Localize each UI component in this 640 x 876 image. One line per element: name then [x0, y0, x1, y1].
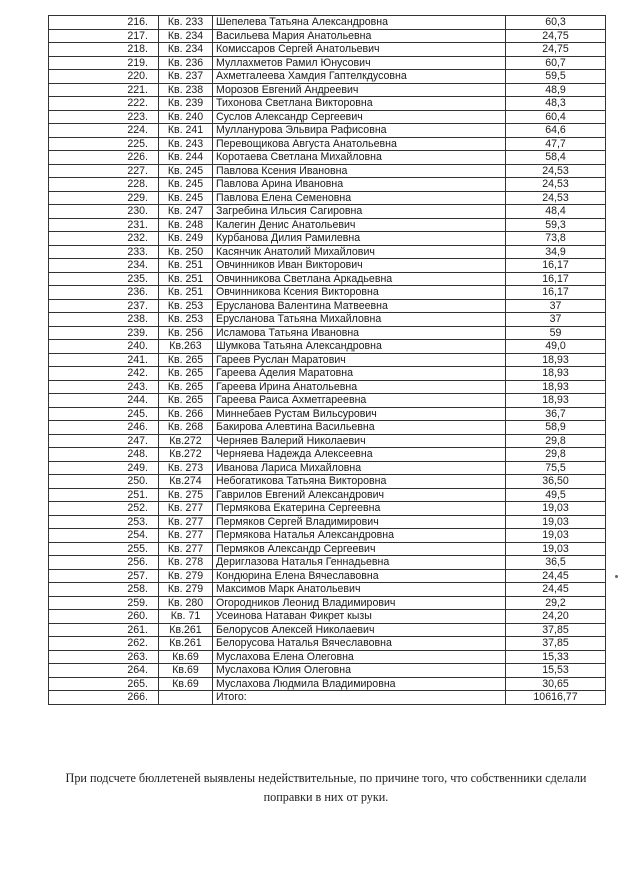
table-row	[49, 488, 606, 502]
row-number: 233.	[49, 245, 159, 259]
table-row	[49, 691, 606, 705]
table-row	[49, 596, 606, 610]
owner-name-cell: Шепелева Татьяна Александровна	[213, 16, 506, 30]
row-number: 263.	[49, 650, 159, 664]
row-number: 244.	[49, 394, 159, 408]
row-number: 230.	[49, 205, 159, 219]
area-cell: 75,5	[506, 461, 606, 475]
owner-name-cell: Миннебаев Рустам Вильсурович	[213, 407, 506, 421]
area-cell: 24,45	[506, 583, 606, 597]
owner-name-cell: Овчинников Иван Викторович	[213, 259, 506, 273]
owner-name-cell: Исламова Татьяна Ивановна	[213, 326, 506, 340]
table-row	[49, 623, 606, 637]
table-row	[49, 272, 606, 286]
apartment-cell: Кв. 277	[159, 502, 213, 516]
row-number: 231.	[49, 218, 159, 232]
area-cell: 36,5	[506, 556, 606, 570]
apartment-cell: Кв. 265	[159, 367, 213, 381]
area-cell: 18,93	[506, 367, 606, 381]
row-number: 245.	[49, 407, 159, 421]
area-cell: 18,93	[506, 380, 606, 394]
row-number: 265.	[49, 677, 159, 691]
area-cell: 30,65	[506, 677, 606, 691]
apartment-cell: Кв. 239	[159, 97, 213, 111]
table-row	[49, 340, 606, 354]
row-number: 219.	[49, 56, 159, 70]
row-number: 257.	[49, 569, 159, 583]
row-number: 243.	[49, 380, 159, 394]
apartment-cell: Кв.261	[159, 623, 213, 637]
table-row	[49, 83, 606, 97]
apartment-cell: Кв. 245	[159, 191, 213, 205]
area-cell: 48,4	[506, 205, 606, 219]
apartment-cell: Кв. 253	[159, 299, 213, 313]
owner-name-cell: Черняева Надежда Алексеевна	[213, 448, 506, 462]
owner-name-cell: Дериглазова Наталья Геннадьевна	[213, 556, 506, 570]
area-cell: 49,0	[506, 340, 606, 354]
owner-name-cell: Павлова Ксения Ивановна	[213, 164, 506, 178]
row-number: 260.	[49, 610, 159, 624]
owner-name-cell: Гареева Аделия Маратовна	[213, 367, 506, 381]
area-cell: 58,9	[506, 421, 606, 435]
table-row	[49, 191, 606, 205]
area-cell: 59,3	[506, 218, 606, 232]
apartment-cell: Кв. 251	[159, 259, 213, 273]
table-row	[49, 434, 606, 448]
area-cell: 18,93	[506, 353, 606, 367]
row-number: 232.	[49, 232, 159, 246]
owner-name-cell: Бакирова Алевтина Васильевна	[213, 421, 506, 435]
table-row	[49, 610, 606, 624]
apartment-cell: Кв. 277	[159, 542, 213, 556]
row-number: 228.	[49, 178, 159, 192]
owner-name-cell: Ахметгалеева Хамдия Гаптелкдусовна	[213, 70, 506, 84]
area-cell: 29,8	[506, 434, 606, 448]
owner-name-cell: Павлова Арина Ивановна	[213, 178, 506, 192]
apartment-cell: Кв. 248	[159, 218, 213, 232]
owner-name-cell: Гаврилов Евгений Александрович	[213, 488, 506, 502]
owners-table-body	[49, 16, 606, 705]
apartment-cell: Кв. 273	[159, 461, 213, 475]
area-cell: 64,6	[506, 124, 606, 138]
row-number: 238.	[49, 313, 159, 327]
table-row	[49, 70, 606, 84]
apartment-cell: Кв. 268	[159, 421, 213, 435]
footnote: При подсчете бюллетеней выявлены недействительные, по причине того, что собственники сделали поправки в них от руки.	[65, 771, 587, 804]
row-number: 235.	[49, 272, 159, 286]
area-cell: 19,03	[506, 515, 606, 529]
area-cell: 24,53	[506, 191, 606, 205]
apartment-cell: Кв. 237	[159, 70, 213, 84]
apartment-cell: Кв. 241	[159, 124, 213, 138]
owner-name-cell: Небогатикова Татьяна Викторовна	[213, 475, 506, 489]
area-cell: 24,45	[506, 569, 606, 583]
owner-name-cell: Кондюрина Елена Вячеславовна	[213, 569, 506, 583]
apartment-cell: Кв. 234	[159, 43, 213, 57]
apartment-cell: Кв. 247	[159, 205, 213, 219]
table-row	[49, 542, 606, 556]
owner-name-cell: Васильева Мария Анатольевна	[213, 29, 506, 43]
row-number: 249.	[49, 461, 159, 475]
owner-name-cell: Курбанова Дилия Рамилевна	[213, 232, 506, 246]
apartment-cell: Кв.263	[159, 340, 213, 354]
row-number: 251.	[49, 488, 159, 502]
apartment-cell: Кв. 251	[159, 272, 213, 286]
apartment-cell: Кв. 244	[159, 151, 213, 165]
area-cell: 19,03	[506, 502, 606, 516]
owner-name-cell: Итого:	[213, 691, 506, 705]
table-row	[49, 502, 606, 516]
area-cell: 29,8	[506, 448, 606, 462]
apartment-cell: Кв.274	[159, 475, 213, 489]
area-cell: 48,3	[506, 97, 606, 111]
row-number: 242.	[49, 367, 159, 381]
area-cell: 15,33	[506, 650, 606, 664]
row-number: 241.	[49, 353, 159, 367]
row-number: 256.	[49, 556, 159, 570]
owner-name-cell: Пермяков Сергей Владимирович	[213, 515, 506, 529]
owner-name-cell: Пермяков Александр Сергеевич	[213, 542, 506, 556]
apartment-cell: Кв. 253	[159, 313, 213, 327]
owner-name-cell: Муслахова Людмила Владимировна	[213, 677, 506, 691]
area-cell: 73,8	[506, 232, 606, 246]
table-row	[49, 677, 606, 691]
apartment-cell: Кв.69	[159, 664, 213, 678]
table-row	[49, 259, 606, 273]
row-number: 217.	[49, 29, 159, 43]
owner-name-cell: Шумкова Татьяна Александровна	[213, 340, 506, 354]
table-row	[49, 380, 606, 394]
table-row	[49, 16, 606, 30]
apartment-cell: Кв. 238	[159, 83, 213, 97]
row-number: 240.	[49, 340, 159, 354]
owner-name-cell: Усеинова Натаван Фикрет кызы	[213, 610, 506, 624]
area-cell: 18,93	[506, 394, 606, 408]
row-number: 261.	[49, 623, 159, 637]
area-cell: 16,17	[506, 272, 606, 286]
table-row	[49, 151, 606, 165]
table-row	[49, 164, 606, 178]
table-row	[49, 313, 606, 327]
owner-name-cell: Мулланурова Эльвира Рафисовна	[213, 124, 506, 138]
area-cell: 16,17	[506, 286, 606, 300]
apartment-cell: Кв. 277	[159, 515, 213, 529]
apartment-cell: Кв. 234	[159, 29, 213, 43]
area-cell: 15,53	[506, 664, 606, 678]
row-number: 252.	[49, 502, 159, 516]
table-row	[49, 124, 606, 138]
owner-name-cell: Черняев Валерий Николаевич	[213, 434, 506, 448]
row-number: 216.	[49, 16, 159, 30]
area-cell: 37,85	[506, 623, 606, 637]
table-row	[49, 245, 606, 259]
table-row	[49, 569, 606, 583]
owner-name-cell: Муслахова Юлия Олеговна	[213, 664, 506, 678]
area-cell: 47,7	[506, 137, 606, 151]
apartment-cell: Кв. 233	[159, 16, 213, 30]
table-row	[49, 110, 606, 124]
row-number: 223.	[49, 110, 159, 124]
apartment-cell: Кв. 280	[159, 596, 213, 610]
row-number: 227.	[49, 164, 159, 178]
owner-name-cell: Загребина Ильсия Сагировна	[213, 205, 506, 219]
apartment-cell: Кв. 71	[159, 610, 213, 624]
apartment-cell: Кв.272	[159, 448, 213, 462]
owner-name-cell: Морозов Евгений Андреевич	[213, 83, 506, 97]
table-row	[49, 650, 606, 664]
apartment-cell: Кв. 266	[159, 407, 213, 421]
owner-name-cell: Коротаева Светлана Михайловна	[213, 151, 506, 165]
area-cell: 24,75	[506, 43, 606, 57]
apartment-cell: Кв. 256	[159, 326, 213, 340]
area-cell: 60,4	[506, 110, 606, 124]
area-cell: 24,53	[506, 164, 606, 178]
apartment-cell: Кв. 275	[159, 488, 213, 502]
owner-name-cell: Овчинникова Ксения Викторовна	[213, 286, 506, 300]
area-cell: 34,9	[506, 245, 606, 259]
owner-name-cell: Гареева Раиса Ахметгареевна	[213, 394, 506, 408]
owner-name-cell: Пермякова Екатерина Сергеевна	[213, 502, 506, 516]
owner-name-cell: Огородников Леонид Владимирович	[213, 596, 506, 610]
owner-name-cell: Гареева Ирина Анатольевна	[213, 380, 506, 394]
table-row	[49, 637, 606, 651]
table-row	[49, 299, 606, 313]
apartment-cell: Кв. 265	[159, 353, 213, 367]
area-cell: 29,2	[506, 596, 606, 610]
table-row	[49, 353, 606, 367]
area-cell: 16,17	[506, 259, 606, 273]
area-cell: 36,7	[506, 407, 606, 421]
area-cell: 60,3	[506, 16, 606, 30]
apartment-cell: Кв.69	[159, 677, 213, 691]
table-row	[49, 367, 606, 381]
row-number: 229.	[49, 191, 159, 205]
owner-name-cell: Тихонова Светлана Викторовна	[213, 97, 506, 111]
table-row	[49, 475, 606, 489]
owner-name-cell: Калегин Денис Анатольевич	[213, 218, 506, 232]
row-number: 250.	[49, 475, 159, 489]
apartment-cell: Кв. 249	[159, 232, 213, 246]
apartment-cell: Кв.261	[159, 637, 213, 651]
area-cell: 37,85	[506, 637, 606, 651]
table-row	[49, 43, 606, 57]
row-number: 218.	[49, 43, 159, 57]
apartment-cell: Кв. 250	[159, 245, 213, 259]
table-row	[49, 394, 606, 408]
table-row	[49, 515, 606, 529]
owner-name-cell: Перевощикова Августа Анатольевна	[213, 137, 506, 151]
apartment-cell: Кв.69	[159, 650, 213, 664]
row-number: 222.	[49, 97, 159, 111]
apartment-cell: Кв. 251	[159, 286, 213, 300]
row-number: 221.	[49, 83, 159, 97]
area-cell: 58,4	[506, 151, 606, 165]
table-row	[49, 556, 606, 570]
table-row	[49, 232, 606, 246]
scan-speck	[615, 575, 618, 578]
area-cell: 24,53	[506, 178, 606, 192]
row-number: 247.	[49, 434, 159, 448]
row-number: 259.	[49, 596, 159, 610]
owner-name-cell: Белорусов Алексей Николаевич	[213, 623, 506, 637]
table-row	[49, 178, 606, 192]
area-cell: 59,5	[506, 70, 606, 84]
row-number: 262.	[49, 637, 159, 651]
table-row	[49, 218, 606, 232]
owner-name-cell: Муслахова Елена Олеговна	[213, 650, 506, 664]
table-row	[49, 29, 606, 43]
table-row	[49, 286, 606, 300]
owner-name-cell: Павлова Елена Семеновна	[213, 191, 506, 205]
row-number: 254.	[49, 529, 159, 543]
row-number: 253.	[49, 515, 159, 529]
table-row	[49, 205, 606, 219]
owner-name-cell: Комиссаров Сергей Анатольевич	[213, 43, 506, 57]
row-number: 224.	[49, 124, 159, 138]
apartment-cell	[159, 691, 213, 705]
table-row	[49, 421, 606, 435]
area-cell: 37	[506, 299, 606, 313]
area-cell: 48,9	[506, 83, 606, 97]
apartment-cell: Кв. 240	[159, 110, 213, 124]
area-cell: 24,20	[506, 610, 606, 624]
table-row	[49, 407, 606, 421]
apartment-cell: Кв. 277	[159, 529, 213, 543]
row-number: 258.	[49, 583, 159, 597]
row-number: 226.	[49, 151, 159, 165]
table-row	[49, 461, 606, 475]
owner-name-cell: Иванова Лариса Михайловна	[213, 461, 506, 475]
area-cell: 19,03	[506, 542, 606, 556]
table-row	[49, 664, 606, 678]
apartment-cell: Кв. 279	[159, 569, 213, 583]
apartment-cell: Кв. 243	[159, 137, 213, 151]
row-number: 266.	[49, 691, 159, 705]
row-number: 255.	[49, 542, 159, 556]
owner-name-cell: Ерусланова Валентина Матвеевна	[213, 299, 506, 313]
apartment-cell: Кв. 278	[159, 556, 213, 570]
owner-name-cell: Пермякова Наталья Александровна	[213, 529, 506, 543]
row-number: 234.	[49, 259, 159, 273]
owner-name-cell: Максимов Марк Анатольевич	[213, 583, 506, 597]
row-number: 248.	[49, 448, 159, 462]
owner-name-cell: Ерусланова Татьяна Михайловна	[213, 313, 506, 327]
table-row	[49, 137, 606, 151]
area-cell: 36,50	[506, 475, 606, 489]
area-cell: 59	[506, 326, 606, 340]
row-number: 236.	[49, 286, 159, 300]
table-row	[49, 326, 606, 340]
owners-table	[48, 15, 606, 705]
table-row	[49, 56, 606, 70]
apartment-cell: Кв. 279	[159, 583, 213, 597]
row-number: 237.	[49, 299, 159, 313]
table-row	[49, 529, 606, 543]
owner-name-cell: Белорусова Наталья Вячеславовна	[213, 637, 506, 651]
apartment-cell: Кв. 245	[159, 178, 213, 192]
row-number: 225.	[49, 137, 159, 151]
apartment-cell: Кв. 265	[159, 394, 213, 408]
owner-name-cell: Овчинникова Светлана Аркадьевна	[213, 272, 506, 286]
owner-name-cell: Муллахметов Рамил Юнусович	[213, 56, 506, 70]
row-number: 246.	[49, 421, 159, 435]
row-number: 264.	[49, 664, 159, 678]
apartment-cell: Кв.272	[159, 434, 213, 448]
table-row	[49, 97, 606, 111]
owner-name-cell: Суслов Александр Сергеевич	[213, 110, 506, 124]
owner-name-cell: Гареев Руслан Маратович	[213, 353, 506, 367]
area-cell: 24,75	[506, 29, 606, 43]
apartment-cell: Кв. 236	[159, 56, 213, 70]
table-row	[49, 583, 606, 597]
area-cell: 10616,77	[506, 691, 606, 705]
row-number: 220.	[49, 70, 159, 84]
area-cell: 60,7	[506, 56, 606, 70]
area-cell: 37	[506, 313, 606, 327]
apartment-cell: Кв. 245	[159, 164, 213, 178]
row-number: 239.	[49, 326, 159, 340]
apartment-cell: Кв. 265	[159, 380, 213, 394]
table-row	[49, 448, 606, 462]
area-cell: 19,03	[506, 529, 606, 543]
owner-name-cell: Касянчик Анатолий Михайлович	[213, 245, 506, 259]
area-cell: 49,5	[506, 488, 606, 502]
